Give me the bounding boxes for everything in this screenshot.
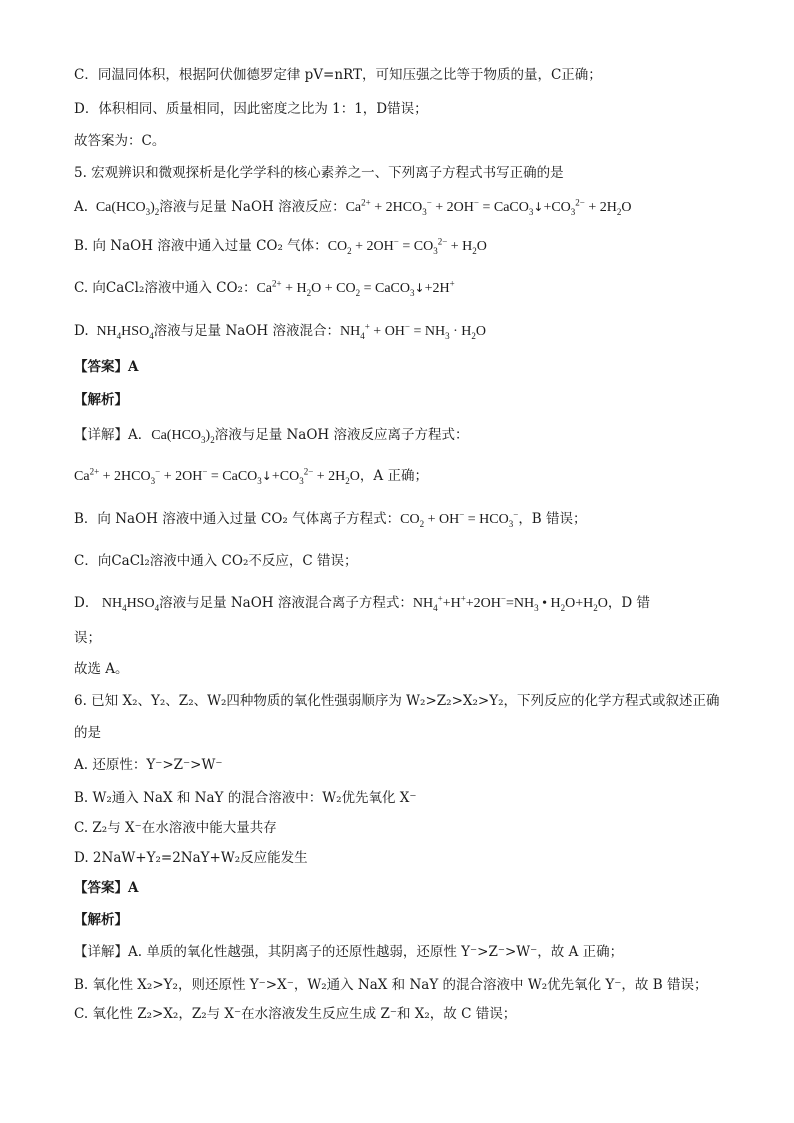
formula: $Ca(HCO_3)_2$: [151, 428, 215, 445]
detail-6c: C. 氧化性 Z₂>X₂，Z₂与 X⁻在水溶液发生反应生成 Z⁻和 X₂，故 C 错误；: [74, 1006, 517, 1022]
detail-text: ，B 错误；: [518, 511, 587, 527]
formula: $Ca(HCO_3)_2$: [92, 200, 160, 217]
option-6c: C. Z₂与 X⁻在水溶液中能大量共存: [74, 820, 277, 836]
analysis-label: 【解析】: [74, 912, 128, 928]
detail-label: 【详解】A．: [74, 427, 152, 443]
option-6d: D. 2NaW+Y₂=2NaY+W₂反应能发生: [74, 850, 308, 866]
option-text: 溶液与足量 NaOH 溶液反应：: [159, 199, 346, 215]
text-line: 故答案为：C。: [74, 133, 166, 149]
detail-6b: B. 氧化性 X₂>Y₂，则还原性 Y⁻>X⁻，W₂通入 NaX 和 NaY 的混合溶液中 W₂优先氧化 Y⁻，故 B 错误；: [74, 977, 708, 993]
option-text: C. 向CaCl₂溶液中通入 CO₂：: [74, 280, 257, 296]
equation: $NH_4^++H^++2OH^-=NH_3$ • $H_2O+H_2O$: [412, 593, 608, 613]
option-label: A.: [74, 199, 89, 215]
option-text: B. 向 NaOH 溶液中通入过量 CO₂ 气体：: [74, 238, 328, 254]
option-5b: [74, 236, 754, 257]
text-line: C．同温同体积，根据阿伏伽德罗定律 pV=nRT，可知压强之比等于物质的量，C正确；: [74, 67, 602, 83]
text-line: D．体积相同、质量相同，因此密度之比为 1：1，D错误；: [74, 101, 428, 117]
equation: $NH_4^+ + OH^- = NH_3 \cdot H_2O$: [339, 321, 487, 341]
detail-text: 溶液与足量 NaOH 溶液反应离子方程式：: [214, 427, 469, 443]
option-5a: [74, 197, 754, 218]
detail-5c: C．向CaCl₂溶液中通入 CO₂不反应，C 错误；: [74, 553, 358, 569]
option-6a: A. 还原性：Y⁻>Z⁻>W⁻: [74, 757, 223, 773]
equation: $Ca^{2+} + H_2O + CO_2$ = CaCO$_3$↓+2H+: [256, 278, 455, 298]
option-5c: [74, 278, 754, 299]
detail-5a-equation: [74, 466, 754, 487]
option-label: D.: [74, 323, 89, 339]
question-5: 5. 宏观辨识和微观探析是化学学科的核心素养之一、下列离子方程式书写正确的是: [74, 165, 564, 181]
detail-text: 溶液与足量 NaOH 溶液混合离子方程式：: [159, 595, 413, 611]
equation: $CO_2 + OH^- = HCO_3^-$: [400, 509, 519, 529]
option-5d: [74, 321, 754, 342]
formula: $NH_4HSO_4$: [92, 324, 154, 341]
option-6b: B. W₂通入 NaX 和 NaY 的混合溶液中：W₂优先氧化 X⁻: [74, 790, 417, 806]
equation: $Ca^{2+} + 2HCO_3^- + 2OH^-$ = $CaCO_3↓+CO_3^{2-} + 2H_2O$: [345, 197, 632, 217]
detail-5a: [74, 425, 754, 446]
formula: $NH_4HSO_4$: [98, 596, 160, 613]
detail-label: D．: [74, 595, 99, 611]
option-text: 溶液与足量 NaOH 溶液混合：: [153, 323, 340, 339]
equation: $CO_2 + 2OH^- = CO_3^{2-} + H_2O$: [327, 236, 487, 256]
detail-6a: 【详解】A. 单质的氧化性越强，其阴离子的还原性越弱，还原性 Y⁻>Z⁻>W⁻，故 A 正确；: [74, 944, 624, 960]
equation: $Ca^{2+} + 2HCO_3^- + 2OH^-$ = $CaCO_3↓+CO_3^{2-} + 2H_2O$: [74, 466, 360, 486]
detail-text: ，A 正确；: [359, 468, 428, 484]
answer-label: 【答案】A: [74, 359, 139, 375]
answer-label: 【答案】A: [74, 880, 139, 896]
detail-5b: [74, 509, 754, 530]
question-6-continuation: 的是: [74, 725, 101, 741]
analysis-label: 【解析】: [74, 392, 128, 408]
detail-text: B．向 NaOH 溶液中通入过量 CO₂ 气体离子方程式：: [74, 511, 401, 527]
detail-5d: [74, 593, 754, 614]
detail-text: ，D 错: [607, 595, 650, 611]
detail-5d-continuation: 误；: [74, 630, 101, 646]
choose-line: 故选 A。: [74, 661, 129, 677]
question-6: 6. 已知 X₂、Y₂、Z₂、W₂四种物质的氧化性强弱顺序为 W₂>Z₂>X₂>Y₂，下列反应的化学方程式或叙述正确: [74, 693, 720, 709]
